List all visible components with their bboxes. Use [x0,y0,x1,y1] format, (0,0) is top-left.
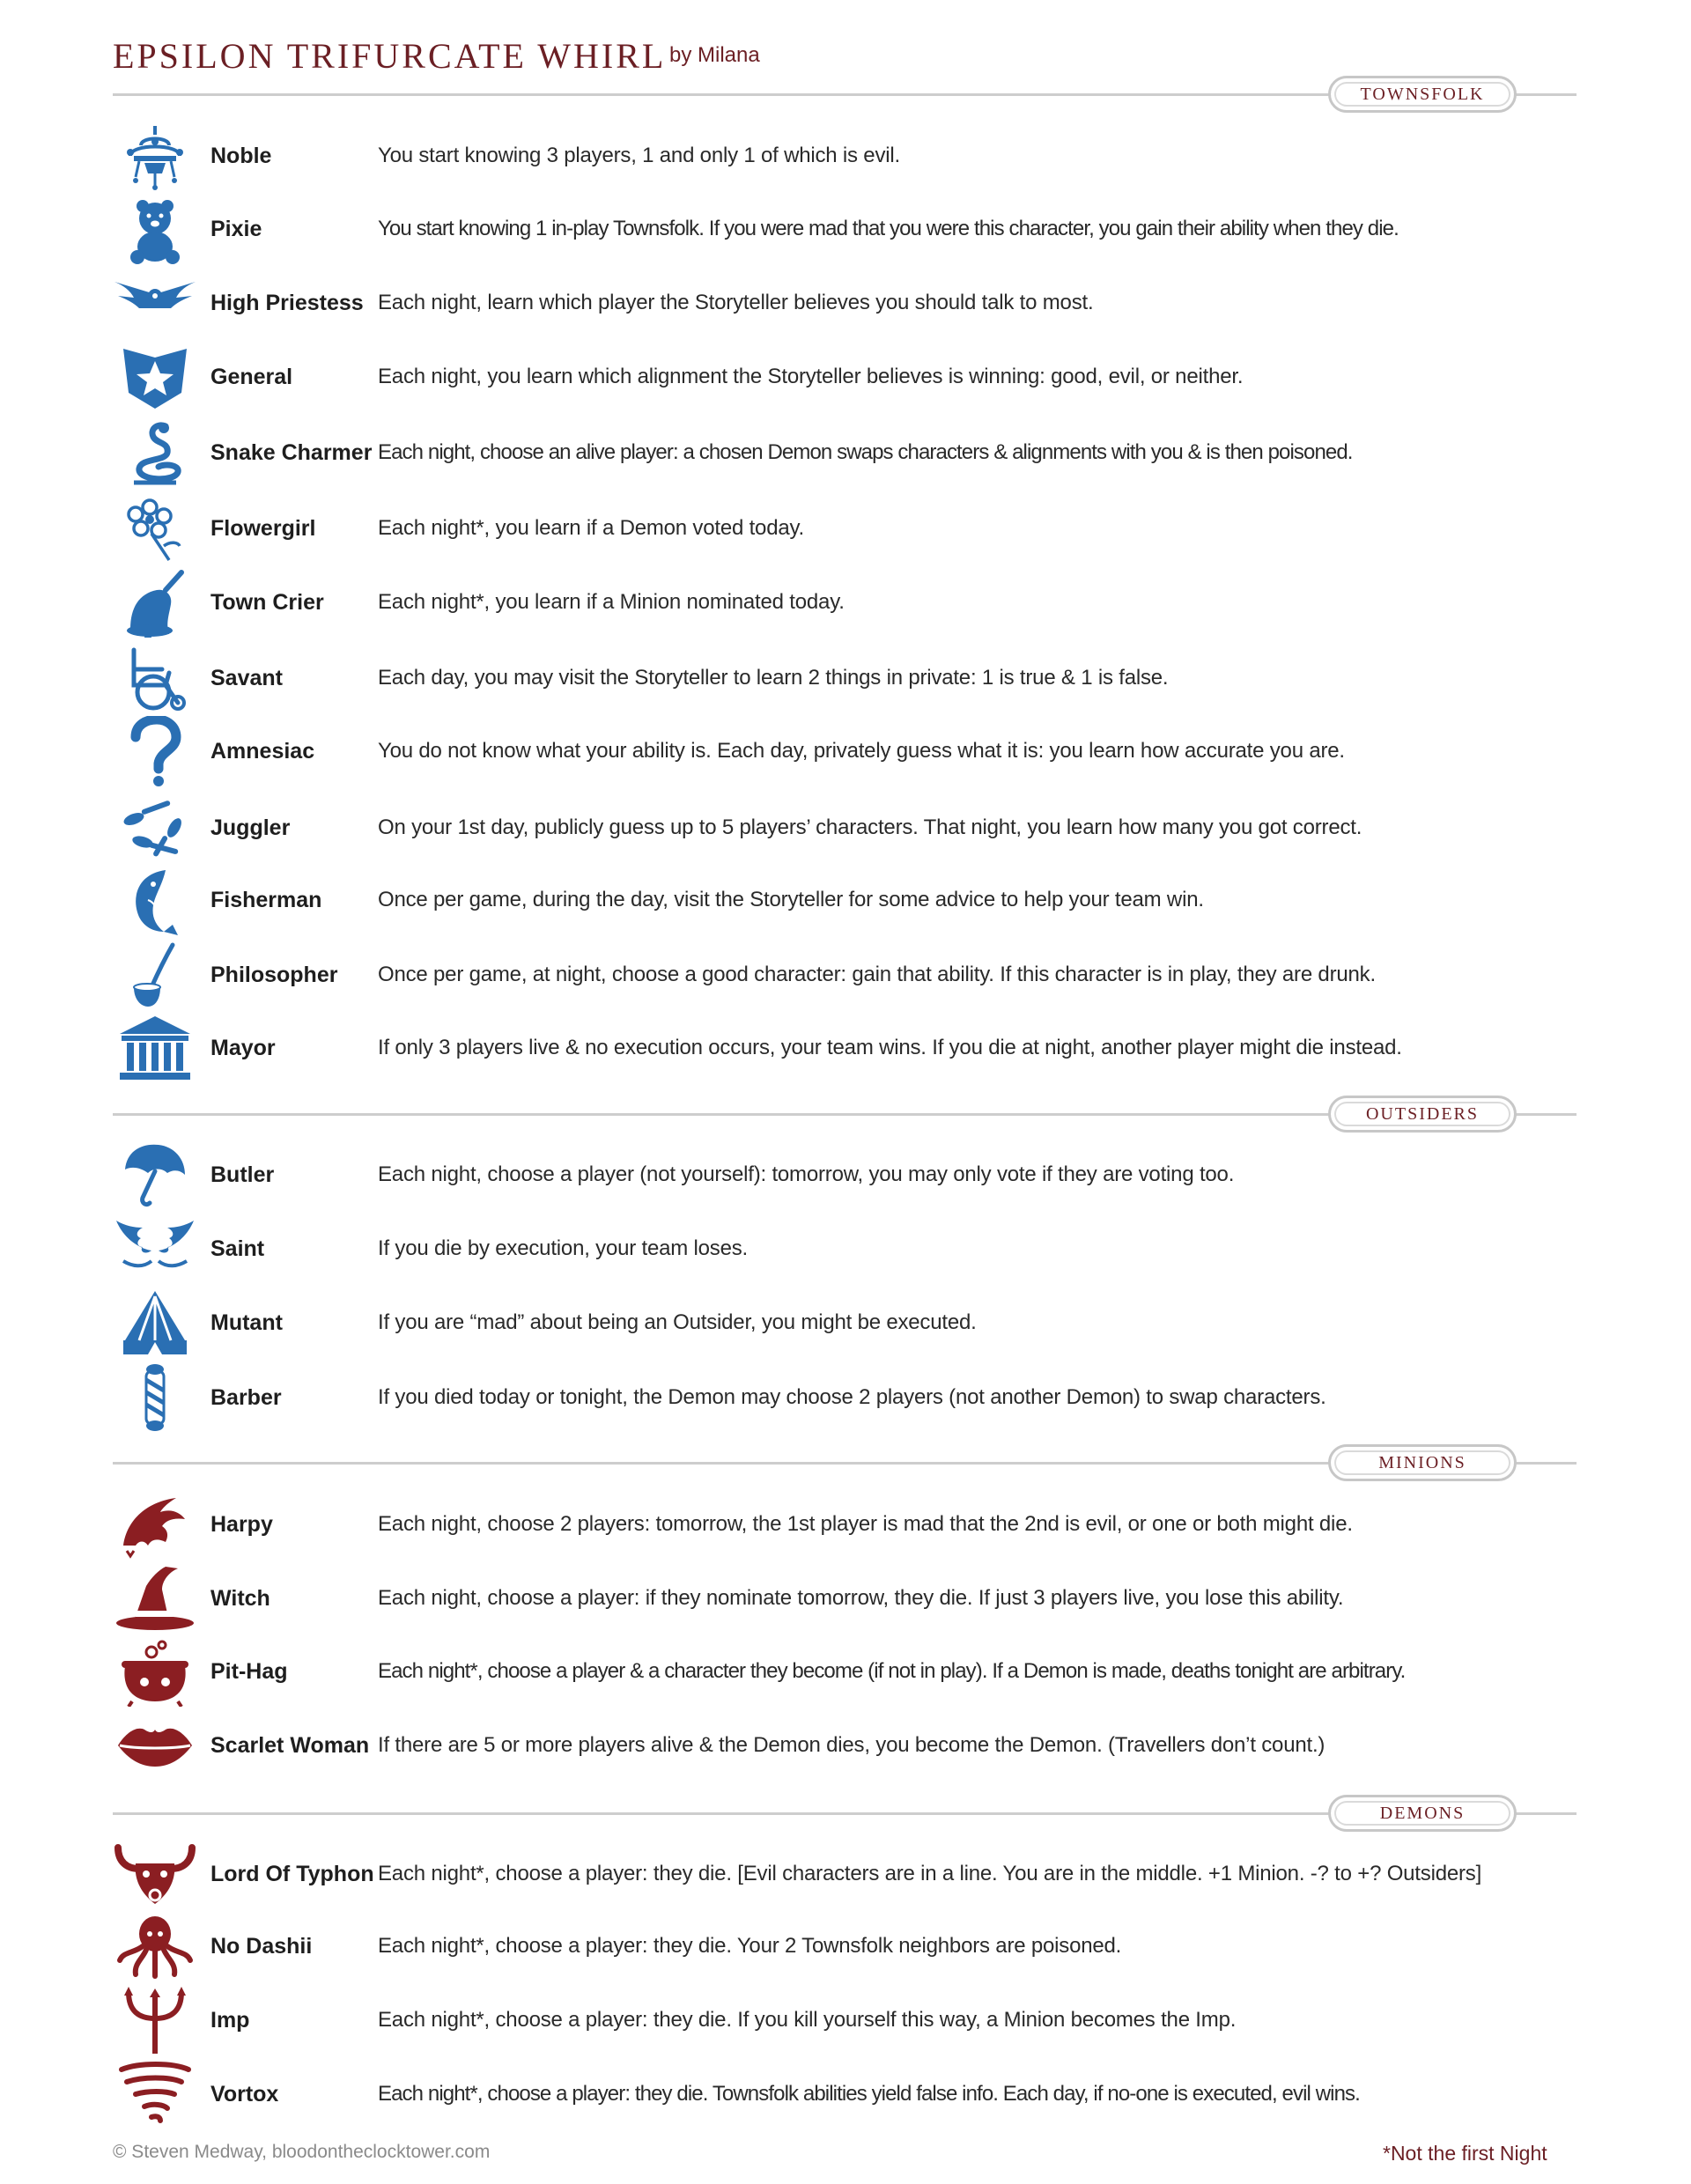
sheet-header [113,35,1575,79]
section-label: MINIONS [1328,1444,1517,1481]
octopus-icon [113,1911,197,1981]
role-ability: You start knowing 1 in-play Townsfolk. If you were mad that you were this character, you gain their ability when they die. [378,217,1399,240]
role-name: Barber [210,1385,282,1410]
role-name: Town Crier [210,590,324,615]
role-ability: Each night, choose 2 players: tomorrow, the 1st player is mad that the 2nd is evil, or one or both might die. [378,1512,1353,1536]
role-row-pit-hag [0,1634,1691,1708]
role-ability: Each night, choose an alive player: a chosen Demon swaps characters & alignments with you & is then poisoned. [378,440,1353,464]
section-label: OUTSIDERS [1328,1096,1517,1133]
role-ability: Each night, you learn which alignment the Storyteller believes is winning: good, evil, or neither. [378,365,1244,388]
first-night-footnote: *Not the first Night [1383,2142,1547,2165]
role-name: High Priestess [210,291,364,315]
chandelier-icon [113,121,197,191]
role-name: Savant [210,666,283,690]
role-name: Pit-Hag [210,1659,288,1684]
role-ability: Once per game, during the day, visit the Storyteller for some advice to help your team win. [378,888,1204,911]
role-row-flowergirl [0,491,1691,565]
winged-emblem-icon [113,268,197,338]
question-mark-icon [113,716,197,786]
role-name: Imp [210,2008,250,2033]
role-name: Pixie [210,217,262,241]
script-author: by Milana [669,43,760,67]
role-row-mayor [0,1011,1691,1085]
role-row-noble [0,119,1691,193]
star-crest-icon [113,342,197,412]
role-ability: On your 1st day, publicly guess up to 5 players’ characters. That night, you learn how many you got correct. [378,815,1362,839]
role-row-mutant [0,1286,1691,1360]
umbrella-icon [113,1140,197,1210]
role-row-general [0,340,1691,414]
role-name: Fisherman [210,888,322,912]
role-row-saint [0,1212,1691,1286]
role-name: No Dashii [210,1934,313,1959]
role-name: Vortox [210,2082,279,2107]
role-ability: Each night*, choose a player: they die. If you kill yourself this way, a Minion becomes the Imp. [378,2008,1237,2032]
role-row-no-dashii [0,1909,1691,1983]
role-ability: Each night*, choose a player & a character they become (if not in play). If a Demon is made, deaths tonight are arbitrary. [378,1659,1406,1683]
role-row-vortox [0,2057,1691,2131]
role-ability: If you died today or tonight, the Demon may choose 2 players (not another Demon) to swap characters. [378,1385,1326,1409]
witch-hat-icon [113,1563,197,1634]
role-name: Noble [210,144,272,168]
town-hall-icon [113,1013,197,1083]
flower-icon [113,493,197,564]
role-ability: If only 3 players live & no execution occurs, your team wins. If you die at night, another player might die instead. [378,1036,1402,1059]
role-ability: Once per game, at night, choose a good character: gain that ability. If this character is in play, they are drunk. [378,963,1376,986]
role-row-amnesiac [0,714,1691,788]
role-row-lord-of-typhon [0,1837,1691,1911]
teddy-bear-icon [113,194,197,264]
role-ability: Each night*, choose a player: they die. Townsfolk abilities yield false info. Each day, if no-one is executed, evil wins. [378,2082,1360,2106]
snake-icon [113,417,197,488]
role-name: Mayor [210,1036,276,1060]
role-row-fisherman [0,863,1691,937]
role-name: Butler [210,1162,275,1187]
role-name: Scarlet Woman [210,1733,370,1758]
role-ability: Each night, learn which player the Storyteller believes you should talk to most. [378,291,1094,314]
role-row-philosopher [0,938,1691,1012]
role-name: Flowergirl [210,516,316,541]
wheelchair-icon [113,643,197,713]
copyright-credit: © Steven Medway, bloodontheclocktower.com [113,2142,491,2162]
bell-icon [113,567,197,638]
role-row-town-crier [0,565,1691,639]
role-name: Snake Charmer [210,440,373,465]
role-name: Lord Of Typhon [210,1862,374,1886]
role-ability: If you are “mad” about being an Outsider, you might be executed. [378,1310,977,1334]
role-name: General [210,365,293,389]
role-name: Amnesiac [210,739,315,764]
script-title: EPSILON TRIFURCATE WHIRL [113,36,667,76]
role-row-scarlet-woman [0,1708,1691,1782]
role-row-barber [0,1361,1691,1435]
barber-pole-icon [113,1362,197,1433]
wings-icon [113,1214,197,1284]
section-label: DEMONS [1328,1795,1517,1832]
role-ability: Each day, you may visit the Storyteller to learn 2 things in private: 1 is true & 1 is false. [378,666,1169,690]
role-ability: You do not know what your ability is. Each day, privately guess what it is: you learn how accurate you are. [378,739,1345,763]
cauldron-icon [113,1636,197,1707]
role-ability: Each night, choose a player (not yourself): tomorrow, you may only vote if they are voting too. [378,1162,1235,1186]
section-label: TOWNSFOLK [1328,76,1517,113]
role-ability: Each night*, you learn if a Demon voted today. [378,516,804,540]
circus-tent-icon [113,1288,197,1358]
role-row-juggler [0,791,1691,865]
role-row-butler [0,1138,1691,1212]
role-ability: Each night, choose a player: if they nominate tomorrow, they die. If just 3 players live, you lose this ability. [378,1586,1344,1610]
trident-icon [113,1985,197,2055]
role-ability: Each night*, you learn if a Minion nominated today. [378,590,845,614]
role-ability: Each night*, choose a player: they die. Your 2 Townsfolk neighbors are poisoned. [378,1934,1122,1958]
role-ability: You start knowing 3 players, 1 and only 1 of which is evil. [378,144,900,167]
juggling-pins-icon [113,793,197,863]
bull-skull-icon [113,1839,197,1909]
role-name: Juggler [210,815,291,840]
role-ability: Each night*, choose a player: they die. [Evil characters are in a line. You are in the middle. +1 Minion. -? to +? Outsiders] [378,1862,1482,1885]
role-ability: If there are 5 or more players alive & the Demon dies, you become the Demon. (Travellers don’t count.) [378,1733,1325,1757]
role-name: Witch [210,1586,270,1611]
tornado-icon [113,2059,197,2129]
pipe-icon [113,940,197,1010]
role-name: Philosopher [210,963,338,987]
role-ability: If you die by execution, your team loses. [378,1236,749,1260]
role-row-high-priestess [0,266,1691,340]
lips-icon [113,1710,197,1781]
role-row-snake-charmer [0,416,1691,490]
role-row-harpy [0,1487,1691,1561]
role-name: Saint [210,1236,265,1261]
role-row-imp [0,1983,1691,2057]
role-name: Harpy [210,1512,273,1537]
harpy-icon [113,1489,197,1560]
role-row-pixie [0,192,1691,266]
role-row-witch [0,1561,1691,1635]
fish-icon [113,865,197,935]
role-row-savant [0,641,1691,715]
role-name: Mutant [210,1310,283,1335]
